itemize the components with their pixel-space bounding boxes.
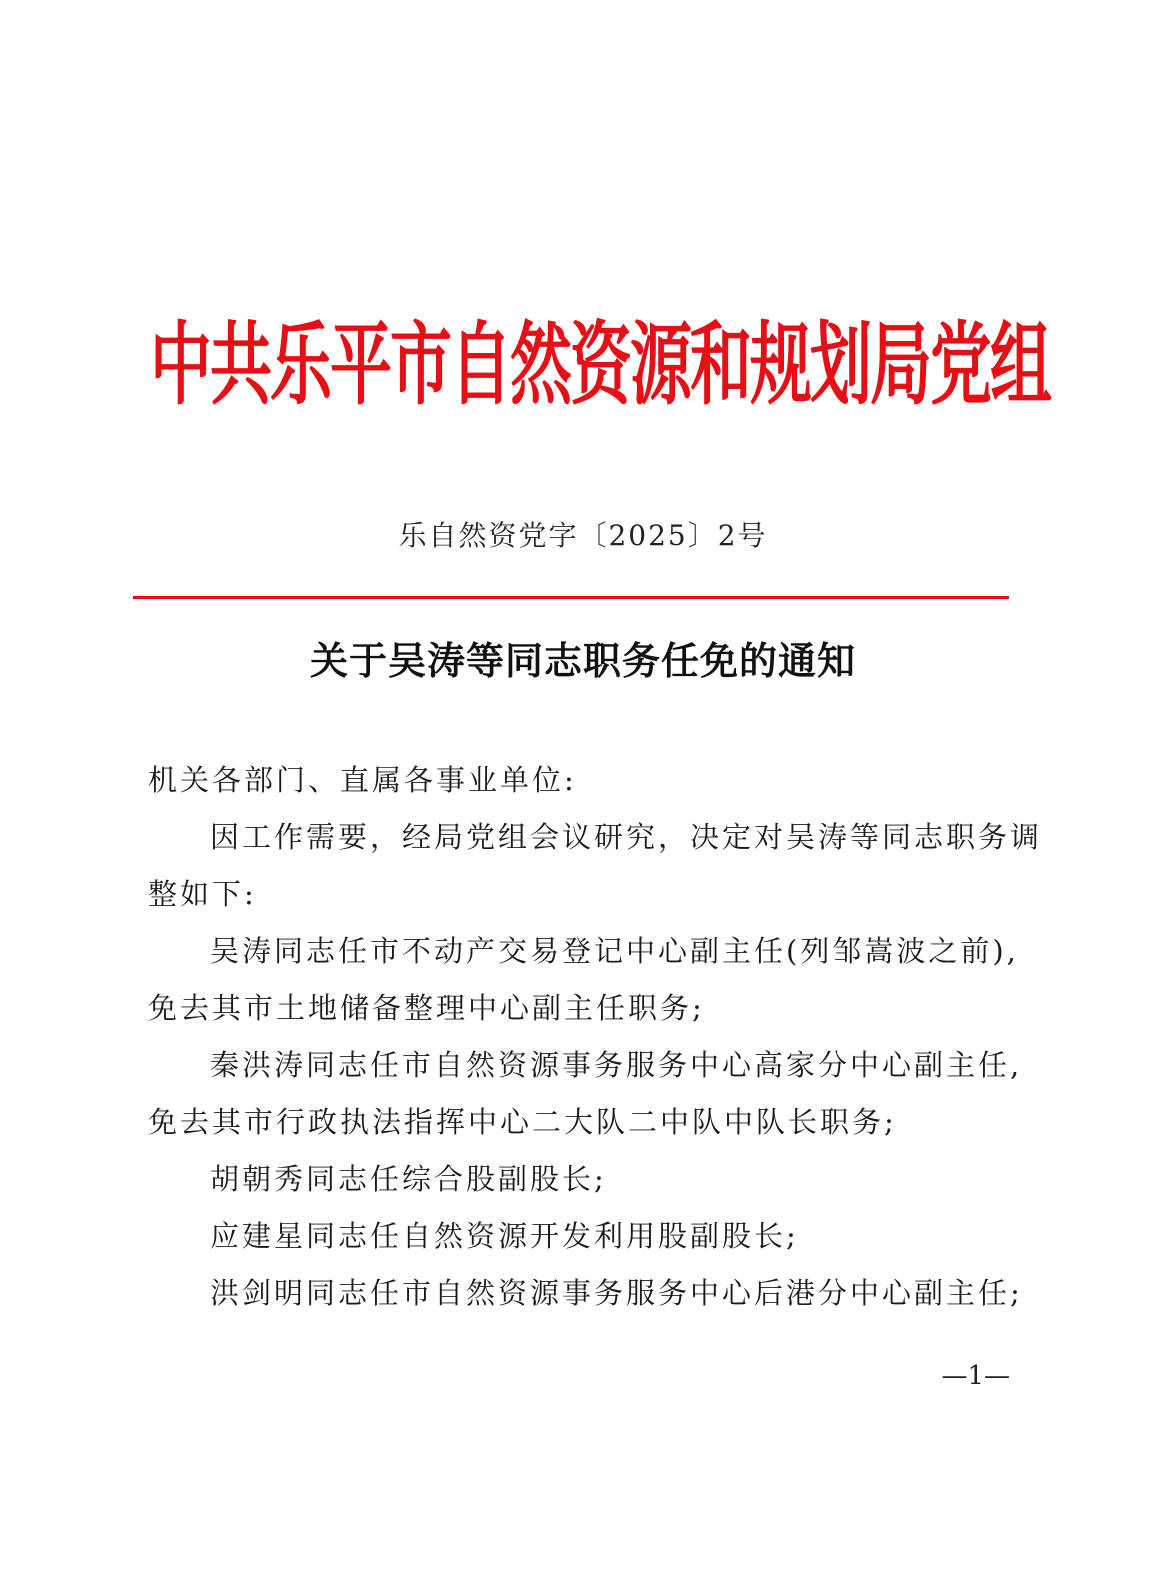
body-line: 免去其市土地储备整理中心副主任职务; bbox=[148, 991, 705, 1025]
body-line: 整如下: bbox=[148, 877, 257, 911]
body-line: 应建星同志任自然资源开发利用股副股长; bbox=[210, 1219, 799, 1253]
document-body bbox=[148, 752, 1043, 1322]
document-title: 关于吴涛等同志职务任免的通知 bbox=[309, 638, 856, 683]
document-number: 乐自然资党字〔2025〕2号 bbox=[398, 519, 768, 552]
masthead-title: 中共乐平市自然资源和规划局党组 bbox=[150, 311, 1051, 418]
red-divider-line bbox=[133, 596, 1009, 599]
body-line: 免去其市行政执法指挥中心二大队二中队中队长职务; bbox=[148, 1105, 897, 1139]
salutation: 机关各部门、直属各事业单位: bbox=[148, 763, 577, 797]
page-number: —1— bbox=[941, 1361, 1010, 1391]
body-line: 吴涛同志任市不动产交易登记中心副主任(列邹嵩波之前), bbox=[210, 934, 1019, 968]
body-line: 因工作需要，经局党组会议研究，决定对吴涛等同志职务调 bbox=[210, 820, 1043, 854]
body-line: 秦洪涛同志任市自然资源事务服务中心高家分中心副主任, bbox=[210, 1048, 1023, 1082]
body-line: 胡朝秀同志任综合股副股长; bbox=[210, 1162, 607, 1196]
body-line: 洪剑明同志任市自然资源事务服务中心后港分中心副主任; bbox=[210, 1276, 1023, 1310]
